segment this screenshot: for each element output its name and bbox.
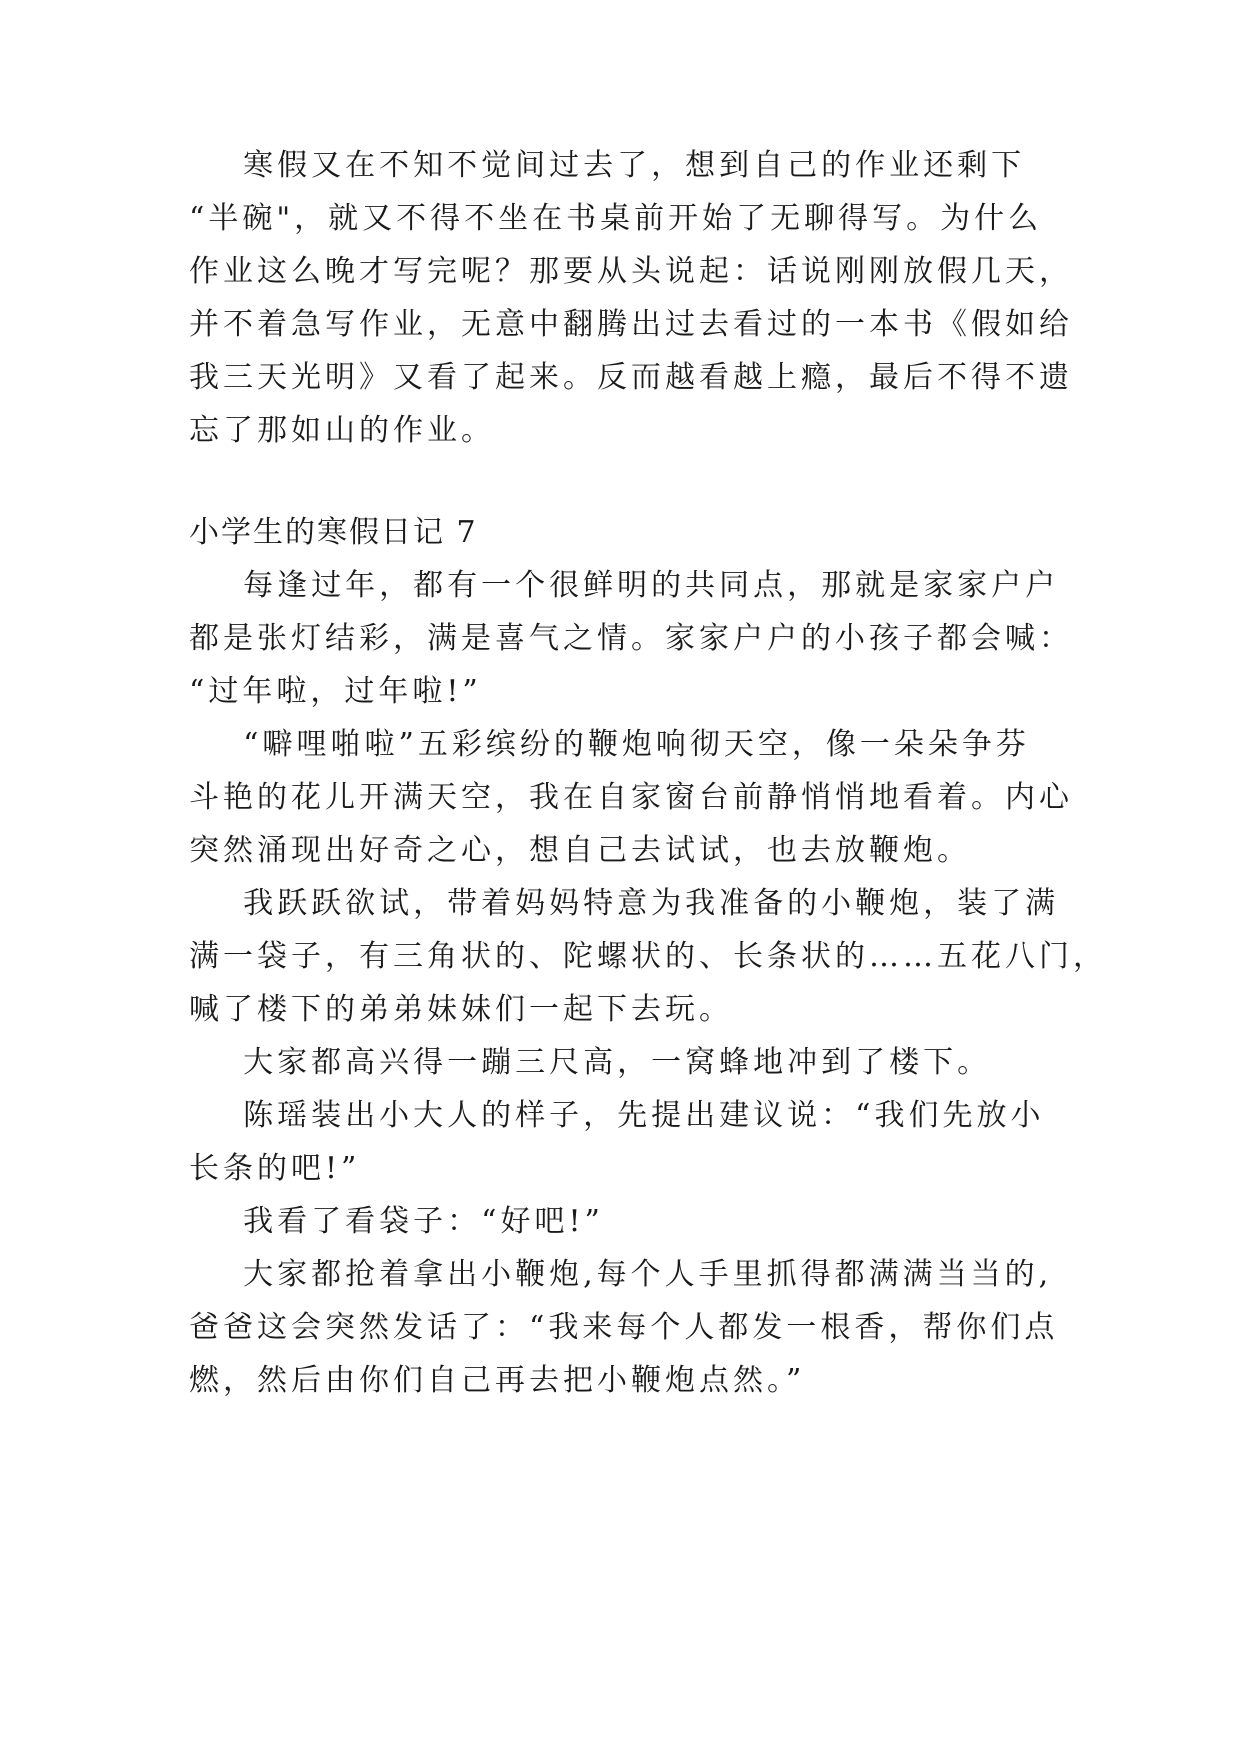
text-line: 忘了那如山的作业。 (189, 413, 495, 448)
text-line: “噼哩啪啦”五彩缤纷的鞭炮响彻天空，像一朵朵争芬 (189, 727, 1030, 762)
text-line: 爸爸这会突然发话了：“我来每个人都发一根香，帮你们点 (189, 1310, 1059, 1345)
text-line: “过年啦，过年啦!” (189, 674, 482, 709)
text-line: 都是张灯结彩，满是喜气之情。家家户户的小孩子都会喊： (189, 621, 1073, 656)
text-line: 突然涌现出好奇之心，想自己去试试，也去放鞭炮。 (189, 833, 971, 868)
section-heading: 小学生的寒假日记 7 (189, 515, 478, 550)
text-line: 大家都高兴得一蹦三尺高，一窝蜂地冲到了楼下。 (189, 1045, 992, 1080)
text-line: 我跃跃欲试，带着妈妈特意为我准备的小鞭炮，装了满 (189, 886, 1060, 921)
text-line: 燃，然后由你们自己再去把小鞭炮点然。” (189, 1363, 806, 1398)
text-line: 斗艳的花儿开满天空，我在自家窗台前静悄悄地看着。内心 (189, 780, 1073, 815)
text-line: 满一袋子，有三角状的、陀螺状的、长条状的……五花八门， (189, 939, 1107, 974)
text-line: 大家都抢着拿出小鞭炮,每个人手里抓得都满满当当的, (189, 1257, 1053, 1292)
text-line: 我看了看袋子：“好吧!” (189, 1204, 604, 1239)
text-line: 喊了楼下的弟弟妹妹们一起下去玩。 (189, 992, 733, 1027)
text-line: 陈瑶装出小大人的样子，先提出建议说：“我们先放小 (189, 1098, 1045, 1133)
text-line: 并不着急写作业，无意中翻腾出过去看过的一本书《假如给 (189, 307, 1073, 342)
text-line: 我三天光明》又看了起来。反而越看越上瘾，最后不得不遗 (189, 360, 1073, 395)
text-line: “半碗"，就又不得不坐在书桌前开始了无聊得写。为什么 (189, 201, 1043, 236)
text-line: 作业这么晚才写完呢？那要从头说起：话说刚刚放假几天， (189, 254, 1073, 289)
text-line: 长条的吧!” (189, 1151, 361, 1186)
text-line: 寒假又在不知不觉间过去了，想到自己的作业还剩下 (189, 148, 1026, 183)
text-line: 每逢过年，都有一个很鲜明的共同点，那就是家家户户 (189, 568, 1060, 603)
